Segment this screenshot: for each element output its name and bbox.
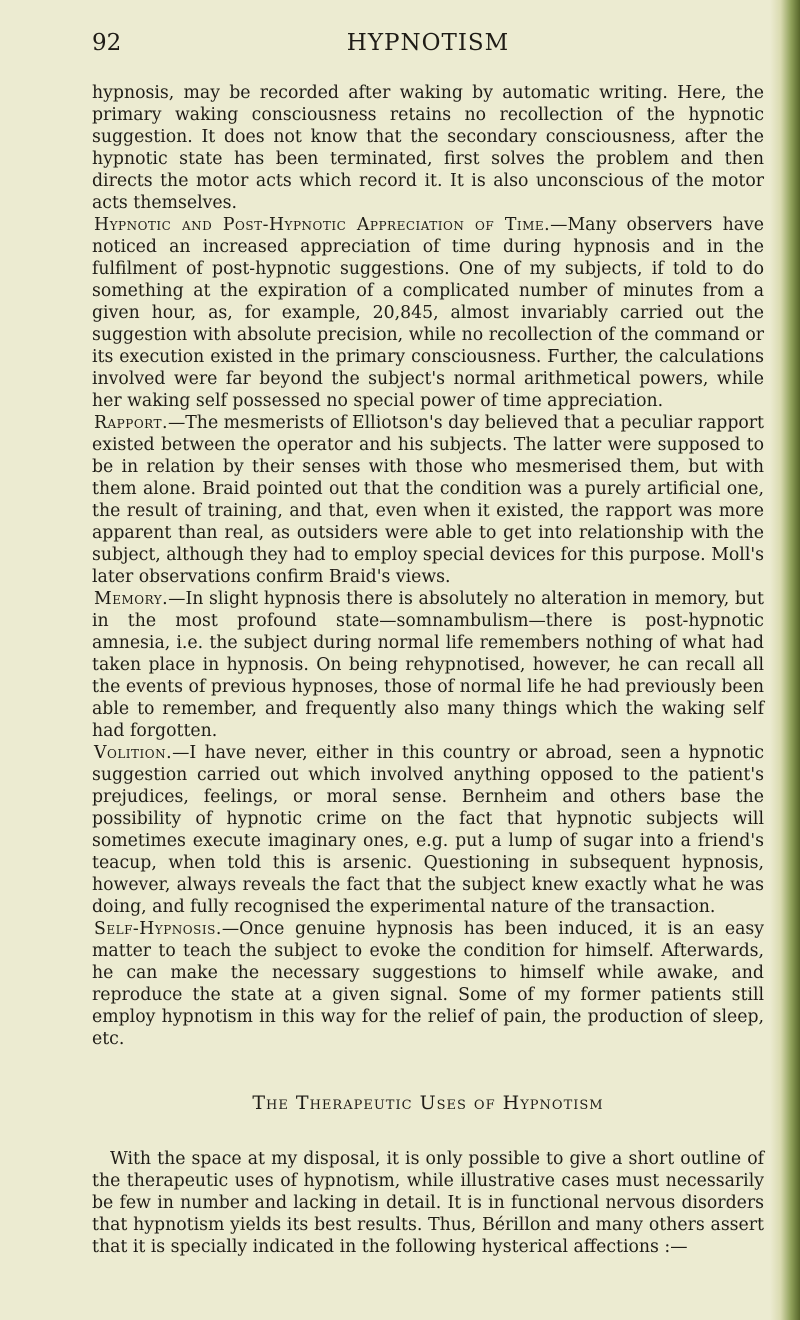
run-in-heading: Memory.	[94, 589, 169, 609]
paragraph-text: hypnosis, may be recorded after waking by automatic writing. Here, the primary waking consciousness retains no recollection of the hypnotic suggestion. It does not know that the secondary consciousness, after the hypnotic state has been terminated, first solves the problem and then directs the motor acts which record it. It is also unconscious of the motor acts themselves.	[92, 83, 764, 213]
paragraph-self-hypnosis	[92, 918, 764, 1050]
body-text	[92, 82, 764, 1258]
paragraph-volition	[92, 742, 764, 918]
run-in-heading: Volition.	[94, 743, 173, 763]
run-in-heading: Self-Hypnosis.	[94, 919, 222, 939]
paragraph-text: —Once genuine hypnosis has been induced, it is an easy matter to teach the subject to evoke the condition for himself. Afterwards, he can make the necessary suggestions to himself while awake, and reproduce the state at a given signal. Some of my former patients still employ hypnotism in this way for the relief of pain, the production of sleep, etc.	[92, 919, 764, 1049]
paragraph-text: —I have never, either in this country or abroad, seen a hypnotic suggestion carried out which involved anything opposed to the patient's prejudices, feelings, or moral sense. Bernheim and others base the possibility of hypnotic crime on the fact that hypnotic subjects will sometimes execute imaginary ones, e.g. put a lump of sugar into a friend's teacup, when told this is arsenic. Questioning in subsequent hypnosis, however, always reveals the fact that the subject knew exactly what he was doing, and fully recognised the experimental nature of the transaction.	[92, 743, 764, 917]
paragraph-continuation	[92, 82, 764, 214]
paragraph-text: —The mesmerists of Elliotson's day believed that a peculiar rapport existed between the operator and his subjects. The latter were supposed to be in relation by their senses with those who mesmerised them, but with them alone. Braid pointed out that the condition was a purely artificial one, the result of training, and that, even when it existed, the rapport was more apparent than real, as outsiders were able to get into relationship with the subject, although they had to employ special devices for this purpose. Moll's later observations confirm Braid's views.	[92, 413, 764, 587]
page-header	[92, 28, 764, 62]
paragraph-time-appreciation	[92, 214, 764, 412]
paragraph-memory	[92, 588, 764, 742]
paragraph-therapeutic-uses: With the space at my disposal, it is only possible to give a short outline of the therapeutic uses of hypnotism, while illustrative cases must necessarily be few in number and lacking in detail. It is in functional nervous disorders that hypnotism yields its best results. Thus, Bérillon and many others assert that it is specially indicated in the following hysterical affections :—	[92, 1149, 764, 1257]
paragraph-rapport	[92, 412, 764, 588]
paragraph-text: —Many observers have noticed an increased appreciation of time during hypnosis and in the fulfilment of post-hypnotic suggestions. One of my subjects, if told to do something at the expiration of a complicated number of minutes from a given hour, as, for example, 20,845, almost invariably carried out the suggestion with absolute precision, while no recollection of the command or its execution existed in the primary consciousness. Further, the calculations involved were far beyond the subject's normal arithmetical powers, while her waking self possessed no special power of time appreciation.	[92, 215, 764, 411]
paragraph-text: —In slight hypnosis there is absolutely no alteration in memory, but in the most profound state—somnambulism—there is post-hypnotic amnesia, i.e. the subject during normal life remembers nothing of what had taken place in hypnosis. On being rehypnotised, however, he can recall all the events of previous hypnoses, those of normal life he had previously been able to remember, and frequently also many things which the waking self had forgotten.	[92, 589, 764, 741]
page-edge-shadow	[770, 0, 800, 1320]
section-heading: The Therapeutic Uses of Hypnotism	[252, 1092, 604, 1114]
running-title: HYPNOTISM	[346, 30, 510, 56]
page-number: 92	[92, 30, 122, 56]
run-in-heading: Hypnotic and Post-Hypnotic Appreciation of Time.	[94, 215, 551, 235]
run-in-heading: Rapport.	[94, 413, 168, 433]
